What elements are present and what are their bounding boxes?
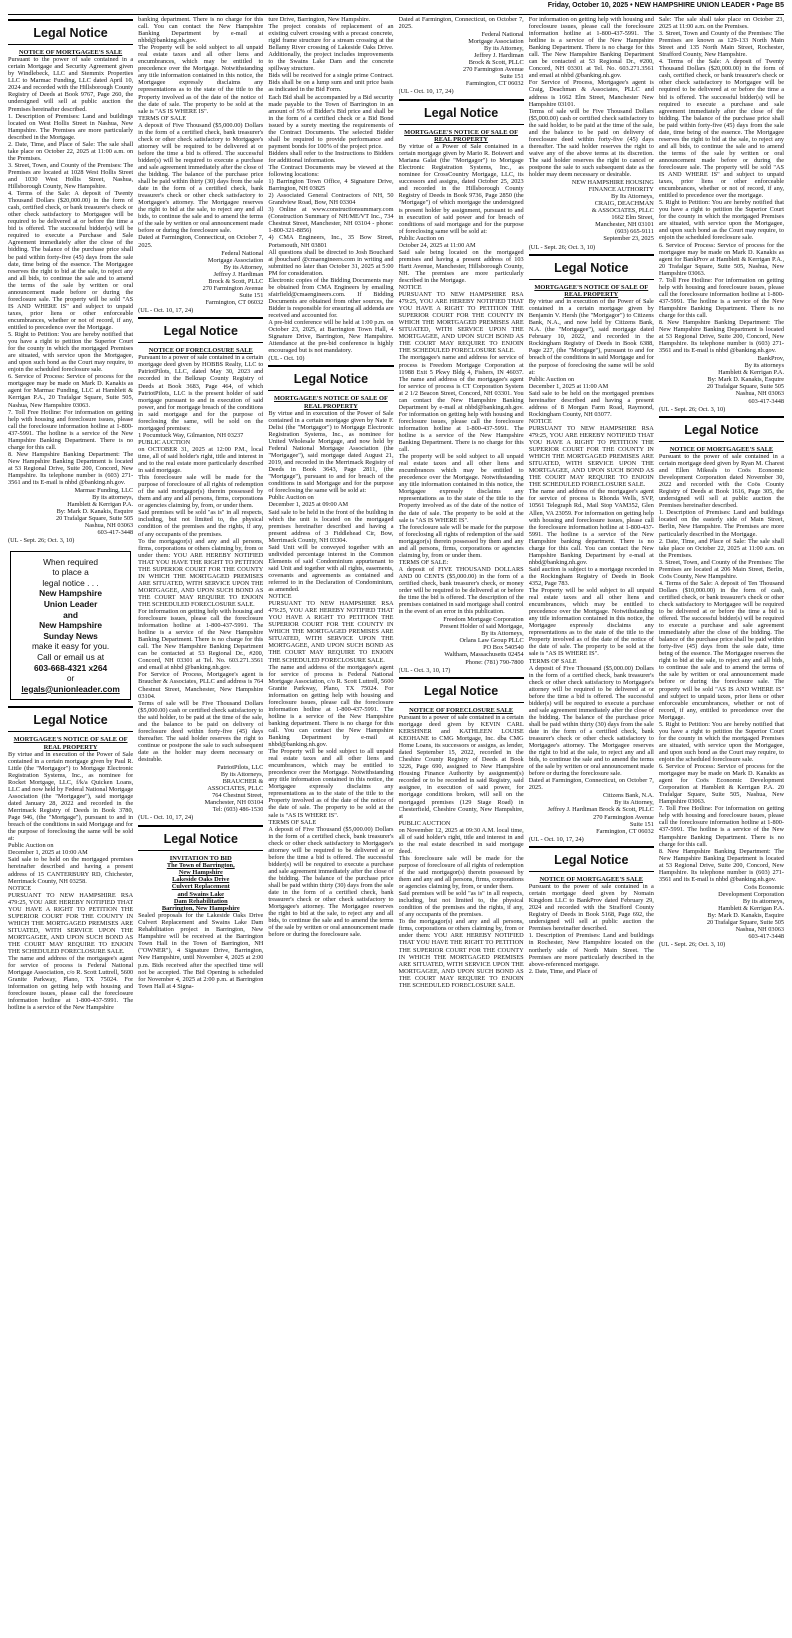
notice-title: INVITATION TO BID The Town of Barrington, New Hampshire Lakeside Oaks Drive Culvert Replacement and Swains Lake Dam Rehabilitation Barrington, New Hampshire bbox=[161, 854, 240, 912]
newspaper-page bbox=[8, 0, 784, 1628]
notice-signature: Coös Economic Development Corporation By its attorneys, Hamblett & Kerrigan P.A. By: Mark D. Kanakis, Esquire 20 Trafalgar Square, Suite 505 Nashua, NH 03063 603-417-3448 bbox=[706, 883, 784, 941]
legal-notice-heading: Legal Notice bbox=[8, 19, 133, 45]
promo-line: to place a bbox=[52, 567, 89, 578]
legal-notice bbox=[529, 254, 654, 843]
legal-notice-heading: Legal Notice bbox=[529, 254, 654, 280]
legal-notice bbox=[138, 825, 263, 990]
promo-line: 603-668-4321 x264 bbox=[34, 662, 108, 673]
legal-notice bbox=[138, 16, 263, 314]
legal-notice bbox=[659, 416, 784, 949]
promo-line: make it easy for you. bbox=[31, 641, 110, 652]
legal-notice-heading: Legal Notice bbox=[529, 846, 654, 872]
legal-notice bbox=[268, 16, 393, 362]
column-5 bbox=[529, 16, 654, 1628]
notice-body: By virtue and in execution of the Power of Sale contained in a certain mortgage given by Benjamin V. Hersh (the "Mortgagor") to Citizens Bank, N.A., and now held by Citizens Bank, N.A. (the "Mortgagee"), said mortgage dated February 10, 2022, and recorded in the Rockingham Registry of Deeds in Book 6388, Page 227, (the "Mortgage"), pursuant to and for breach of the conditions in said Mortgage and for the purpose of foreclosing the same will be sold at: Public Auction on December 1, 2025 at 11:00 AM Said sale to be held on the mortgaged premises hereinafter described and having a present address of 8 Morgan Farm Road, Raymond, Rockingham County, NH 03077. NOTICE PURSUANT TO NEW HAMPSHIRE RSA 479:25, YOU ARE HEREBY NOTIFIED THAT YOU HAVE A RIGHT TO PETITION THE SUPERIOR COURT FOR THE COUNTY IN WHICH THE MORTGAGED PREMISES ARE SITUATED, WITH SERVICE UPON THE MORTGAGEE, AND UPON SUCH BOND AS THE COURT MAY REQUIRE TO ENJOIN THE SCHEDULED FORECLOSURE SALE. The name and address of the mortgagee's agent for service of process is Rhonda Wells, SVP, 10561 Telegraph Rd., Mail Stop VAM352, Glen Allen, VA 23059. For information on getting help with housing and foreclosure issues, please call the foreclosure information hotline at 1-800-437-5991. The hotline is a service of the New Hampshire banking department. There is no charge for this call. You can contact the New Hampshire Banking Department by e-mail at nhbd@banking.nh.gov. Said auction is subject to a mortgage recorded in the Rockingham Registry of Deeds in Book 4352, Page 783. The Property will be sold subject to all unpaid real estate taxes and all other liens and encumbrances, which may be entitled to precedence over the Mortgage. Notwithstanding any title information contained in this notice, the Mortgagee expressly disclaims any representations as to the state of the title to the Property involved as of the date of the notice of the date of sale. The property to be sold at the sale is "AS IS WHERE IS". TERMS OF SALE A deposit of Five Thousand ($5,000.00) Dollars in the form of a certified check, bank treasurer's check or other check satisfactory to Mortgagee's attorney will be required to be delivered at or before the time a bid is offered. The successful bidder(s) will be required to execute a purchase and sale agreement immediately after the close of the bidding. The balance of the purchase price shall be paid within thirty (30) days from the sale date in the form of a certified check, bank treasurer's check or other check satisfactory to Mortgagee's attorney. The Mortgagee reserves the right to bid at the sale, to reject any and all bids, to continue the sale and to amend the terms of the sale by written or oral announcement made before or during the foreclosure sale. Dated at Farmington, Connecticut, on October 7, 2025. bbox=[528, 298, 654, 792]
notice-signature: NEW HAMPSHIRE HOUSING FINANCE AUTHORITY By Its Attorneys, CRAIG, DEACHMAN & ASSOCIATES, PLLC 1662 Elm Street, Manchester, NH 03101 (603) 665-9111 September 23, 2025 bbox=[571, 179, 654, 243]
notice-body: Pursuant to the power of sale contained in a certain mortgage deed given by Ryan M. Charest and Ellen Mikeals to Coös Economic Development Corporation dated November 30, 2022 and recorded with the Coös County Registry of Deeds at Book 1616, Page 305, the undersigned will sell at public auction the Premises hereinafter described. 1. Description of Premises: Land and buildings located on the easterly side of Main Street, Berlin, New Hampshire. The Premises are more particularly described in the Mortgage. 2. Date, Time, and Place of Sale: The sale shall take place on October 22, 2025 at 11:00 a.m. on the Premises. 3. Street, Town, and County of the Premises: The Premises are located at 206 Main Street, Berlin, Coös County, New Hampshire. 4. Terms of the Sale: A deposit of Ten Thousand Dollars ($10,000.00) in the form of cash, certified check, or bank treasurer's check or other check satisfactory to Mortgagee will be required to be delivered at or before the time a bid is offered. The successful bidder(s) will be required to execute a purchase and sale agreement immediately after the close of the bidding. The balance of the purchase price shall be paid within forty-five (45) days from the sale date, time being of the essence. The Mortgagee reserves the right to bid at the sale, to reject any and all bids, to continue the sale and to amend the terms of the sale by written or oral announcement made before or during the foreclosure sale. The property will be sold "AS IS AND WHERE IS" and subject to unpaid taxes, prior liens or other enforceable encumbrances, whether or not of record, if any, entitled to precedence over the Mortgage. 5. Right to Petition: You are hereby notified that you have a right to petition the Superior Court for the county in which the mortgaged Premises are situated, with service upon the Mortgagee, and upon such bond as the Court may require, to enjoin the scheduled foreclosure sale. 6. Service of Process: Service of process for the mortgagee may be made on Mark D. Kanakis as agent for Coös Economic Development Corporation at Hamblett & Kerrigan P.A. 20 Trafalgar Square, Suite 505, Nashua, New Hampshire 03063. 7. Toll Free Hotline: For information on getting help with housing and foreclosure issues, please call the foreclosure information hotline at 1-800-437-5991. The hotline is a service of the New Hampshire Banking Department. There is no charge for this call. 8. New Hampshire Banking Department: The New Hampshire Banking Department is located at 53 Regional Drive, Suite 200, Concord, New Hampshire. Its telephone number is (603) 271-3561 and its E-mail is nhbd @banking.nh.gov. bbox=[658, 452, 784, 883]
publication-dates: (UL - Sept. 26; Oct. 3, 10) bbox=[8, 537, 75, 545]
legal-notice bbox=[399, 99, 524, 674]
publication-dates: (UL - Oct. 3, 10, 17) bbox=[398, 666, 451, 674]
notice-signature: PatriotPilots, LLC By its Attorneys, BRAUCHER & ASSOCIATES, PLLC 764 Chestnut Street, Manchester, NH 03104 Tel: (603) 486-1530 bbox=[204, 764, 264, 814]
legal-notice-heading: Legal Notice bbox=[138, 317, 263, 343]
notice-body: By virtue and in execution of the Power of Sale contained in a certain mortgage given by Paul R. Little (the "Mortgagor") to Mortgage Electronic Registration Systems, Inc., as nominee for Rocket Mortgage, LLC, f/k/a Quicken Loans, LLC and now held by Federal National Mortgage Association (the "Mortgagee"), said mortgage dated January 28, 2022 and recorded in the Merrimack Registry of Deeds in Book 3780, Page 946, (the "Mortgage"), pursuant to and in breach of the conditions in said Mortgage and for the purpose of foreclosing the same will be sold at: Public Auction on December 1, 2025 at 10:00 AM Said sale to be held on the mortgaged premises hereinafter described and having a present address of 15 CANTERBURY RD, Chichester, Merrimack County, NH 03258. NOTICE PURSUANT TO NEW HAMPSHIRE RSA 479:25, YOU ARE HEREBY NOTIFIED THAT YOU HAVE A RIGHT TO PETITION THE SUPERIOR COURT FOR THE COUNTY IN WHICH THE MORTGAGED PREMISES ARE SITUATED, WITH SERVICE UPON THE MORTGAGEE, AND UPON SUCH BOND AS THE COURT MAY REQUIRE TO ENJOIN THE SCHEDULED FORECLOSURE SALE. The name and address of the mortgagee's agent for service of process is Federal National Mortgage Association, c/o R. Scott Luttrell, 5600 Granite Parkway, Plano, TX 75024. For information on getting help with housing and foreclosure issues, please call the foreclosure information hotline at 1-800-437-5991. The hotline is a service of the New Hampshire bbox=[8, 750, 134, 1012]
publication-dates: (UL - Sept. 26; Oct. 3, 10) bbox=[528, 243, 596, 251]
notice-title: MORTGAGEE'S NOTICE OF SALE OF REAL PROPERTY bbox=[273, 395, 388, 410]
legal-notice-heading: Legal Notice bbox=[399, 677, 524, 703]
promo-line: Union Leader bbox=[43, 598, 98, 609]
promo-line: New Hampshire bbox=[39, 588, 102, 599]
notice-signature: Marmac Funding, LLC By its attorneys, Hamblett & Kerrigan P.A. By: Mark D. Kanakis, Esquire 20 Trafalgar Square, Suite 505 Nashua, NH 03063 603-417-3448 bbox=[56, 487, 134, 537]
legal-notice-heading: Legal Notice bbox=[8, 706, 133, 732]
legal-notice bbox=[8, 19, 133, 545]
notice-body: Dated at Farmington, Connecticut, on October 7, 2025. bbox=[398, 16, 524, 31]
notice-title: MORTGAGEE'S NOTICE OF SALE OF REAL PROPERTY bbox=[534, 283, 649, 298]
notice-title: NOTICE OF FORECLOSURE SALE bbox=[409, 706, 514, 714]
notice-signature: Federal National Mortgage Association By its Attorney, Jeffrey J. Hardiman Brock & Scott, PLLC 270 Farmington Avenue Suite 151 Farmington, CT 06032 bbox=[462, 31, 524, 88]
publication-dates: (UL - Sept. 26; Oct. 3, 10) bbox=[658, 405, 726, 413]
notice-body: Sealed proposals for the Lakeside Oaks Drive Culvert Replacement and Swains Lake Dam Rehabilitation project in Barrington, New Hampshire will be received at the Barrington Town Hall in the Town of Barrington, NH ("OWNER"), 4 Signature Drive, Barrington, New Hampshire, until November 4, 2025 at 2:00 p.m. Bids received after the specified time will not be accepted. The Bid Opening is scheduled for November 4, 2025 at 2:00 p.m. at Barrington Town Hall at 4 Signa- bbox=[138, 912, 264, 990]
column-1 bbox=[8, 16, 133, 1628]
notice-title: NOTICE OF MORTGAGEE'S SALE bbox=[539, 875, 643, 883]
promo-line: legal notice . . . bbox=[42, 577, 99, 588]
notice-body: By virtue of a Power of Sale contained in a certain mortgage given by Mario R. Boisvert and Mariana Galat (the "Mortgagor") to Mortgage Electronic Registration Systems, Inc., as nominee for CrossCountry Mortgage, LLC, its successors and assigns, dated October 25, 2023 and recorded in the Hillsborough County Registry of Deeds in Book 9736, Page 2850 (the "Mortgage") of which mortgage the undersigned is present holder by assignment, pursuant to and in execution of said power and for breach of conditions of said mortgage and for the purpose of foreclosing same will be sold at: Public Auction on October 24, 2025 at 11:00 AM Said sale being located on the mortgaged premises and having a present address of 103 Hartt Avenue, Manchester, Hillsborough County, NH. The premises are more particularly described in the Mortgage. NOTICE PURSUANT TO NEW HAMPSHIRE RSA 479:25, YOU ARE HEREBY NOTIFIED THAT YOU HAVE A RIGHT TO PETITION THE SUPERIOR COURT FOR THE COUNTY IN WHICH THE MORTGAGED PREMISES ARE SITUATED, WITH SERVICE UPON THE MORTGAGEE, AND UPON SUCH BOND AS THE COURT MAY REQUIRE TO ENJOIN THE SCHEDULED FORECLOSURE SALE. The mortgagee's name and address for service of process is Freedom Mortgage Corporation at 11988 Exit 5 Pkwy Bldg 4, Fishers, IN 46037. The name and address of the mortgagee's agent for service of process is CT Corporation System at 2 1/2 Beacon Street, Concord, NH 03301. You can contact the New Hampshire Banking Department by e-mail at nhbd@banking.nh.gov. For information on getting help with housing and foreclosure issues, please call the foreclosure information hotline at 1-800-437-5991. The hotline is a service of the New Hampshire Banking Department. There is no charge for this call. The property will be sold subject to all unpaid real estate taxes and all other liens and encumbrances which may be entitled to precedence over the Mortgage. Notwithstanding any title information contained in this notice, the Mortgagee expressly disclaims any representations as to the state of the title to the Property involved as of the date of the notice of the date of sale. The property to be sold at the sale is "AS IS WHERE IS". The foreclosure sale will be made for the purpose of foreclosing all rights of redemption of the said mortgagor(s) therein possessed by them and any and all persons, firms, corporations or agencies claiming by, from or under them. TERMS OF SALE: A deposit of FIVE THOUSAND DOLLARS AND 00 CENTS ($5,000.00) in the form of a certified check, bank treasurer's check, or money order will be required to be delivered at or before the time the bid is offered. The description of the premises contained in said mortgage shall control in the event of an error in this publication. bbox=[398, 143, 524, 616]
legal-notice bbox=[659, 16, 784, 413]
notice-signature: BankProv, By its attorneys Hamblett & Kerrigan P.A. By: Mark D. Kanakis, Esquire 20 Trafalgar Square, Suite 505 Nashua, NH 03063 603-417-3448 bbox=[706, 355, 784, 405]
notice-title: MORTGAGEE'S NOTICE OF SALE OF REAL PROPERTY bbox=[13, 736, 128, 751]
legal-notice-heading: Legal Notice bbox=[268, 365, 393, 391]
legal-notice bbox=[529, 846, 654, 975]
legal-notice bbox=[529, 16, 654, 251]
publication-dates: (UL - Oct. 10, 17, 24) bbox=[138, 306, 194, 314]
publication-dates: (UL - Oct. 10, 17, 24) bbox=[138, 814, 194, 822]
notice-body: Sale: The sale shall take place on October 23, 2025 at 11:00 a.m. on the Premises. 3. Street, Town and County of the Premises: The Premises are known as 129-133 North Main Street and 135 North Main Street, Rochester, Strafford County, New Hampshire. 4. Terms of the Sale: A deposit of Twenty Thousand Dollars ($20,000.00) in the form of cash, certified check, or bank treasurer's check or other check satisfactory to Mortgagee will be required to be delivered at or before the time a bid is offered. The successful bidder(s) will be required to execute a purchase and sale agreement immediately after the close of the bidding. The balance of the purchase price shall be paid within forty-five (45) days from the sale date, time being of the essence. The Mortgagee reserves the right to bid at the sale, to reject any and all bids, to continue the sale and to amend the terms of the sale by written or oral announcement made before or during the foreclosure sale. The property will be sold "AS IS AND WHERE IS" and subject to unpaid taxes, prior liens or other enforceable encumbrances, whether or not of record, if any, entitled to precedence over the mortgage. 5. Right to Petition: You are hereby notified that you have a right to petition the Superior Court for the county in which the mortgaged Premises are situated, with service upon the Mortgagee, and upon such bond as the Court may require, to enjoin the scheduled foreclosure sale. 6. Service of Process: Service of process for the mortgagee may be made on Mark D. Kanakis as agent for BankProv at Hamblett & Kerrigan P.A., 20 Trafalgar Square, Suite 505, Nashua, New Hampshire 03063. 7. Toll Free Hotline: For information on getting help with housing and foreclosure issues, please call the foreclosure information hotline at 1-800-437-5991. The hotline is a service of the New Hampshire Banking Department. There is no charge for this call. 8. New Hampshire Banking Department: The New Hampshire Banking Department is located at 53 Regional Drive, Suite 200, Concord, New Hampshire. Its telephone number is (603) 271-3561 and its E-mail is nhbd @banking.nh.gov. bbox=[658, 16, 784, 355]
promo-line: and bbox=[63, 609, 79, 620]
promo-line: Sunday News bbox=[43, 630, 98, 641]
publication-dates: (UL - Oct. 10) bbox=[268, 355, 305, 363]
page-header: Friday, October 10, 2025 • NEW HAMPSHIRE UNION LEADER • Page B5 bbox=[8, 0, 784, 15]
legal-notice bbox=[268, 365, 393, 938]
notice-title: MORTGAGEE'S NOTICE OF SALE OF REAL PROPERTY bbox=[404, 128, 519, 143]
column-2 bbox=[138, 16, 263, 1628]
promo-line: Call or email us at bbox=[37, 651, 105, 662]
notice-columns bbox=[8, 16, 784, 1628]
promo-line: New Hampshire bbox=[39, 620, 102, 631]
notice-body: For information on getting help with housing and foreclosure issues, please call the foreclosure information hotline at 1-800-437-5991. The hotline is a service of the New Hampshire Banking Department. There is no charge for this call. The New Hampshire Banking Department can be contacted at 53 Regional Dr., #200, Concord, NH 03301 at Tel. No. 603.271.3561 and email at nhbd @banking.nh.gov. For Service of Process, Mortgagee's agent is Craig, Deachman & Associates, PLLC and address is 1662 Elm Street, Manchester New Hampshire 03101. Terms of sale will be Five Thousand Dollars ($5,000.00) cash or certified check satisfactory to the said holder, to be paid at the time of the sale, and the balance to be paid on delivery of foreclosure deed within forty-five (45) days thereafter. The said holder reserves the right to waive any of the above terms at its discretion. The said holder reserves the right to cancel or postpone the sale to such subsequent date as the holder may deem necessary or desirable. bbox=[528, 16, 654, 179]
notice-title: NOTICE OF MORTGAGEE'S SALE bbox=[669, 445, 774, 453]
notice-body: ture Drive, Barrington, New Hampshire. The project consists of replacement of an existing culvert crossing with a precast concrete, rigid frame structure for a stream crossing at the Bellamy River crossing of Lakeside Oaks Drive. Additionally, the project includes improvements to the Swains Lake Dam and the concrete spillway structure. Bids will be received for a single prime Contract. Bids shall be on a lump sum and unit price basis as indicated in the Bid Form. Each Bid shall be accompanied by a Bid security made payable to the Town of Barrington in an amount of 5% of Bidder's Bid price and shall be in the form of a certified check or a Bid Bond issued by a surety meeting the requirements of the Contract Documents. The selected Bidder shall be required to provide performance and payment bonds for 100% of the project price. Bidders shall refer to the Instructions to Bidders for additional information. The Contract Documents may be viewed at the following locations: 1) Barrington Town Office, 4 Signature Drive, Barrington, NH 03825 2) Associated General Contractors of NH, 50 Grandview Road, Bow, NH 03304 3) Online at www.constructionsummary.com (Construction Summary of NH/ME/VT Inc., 734 Chestnut Street, Manchester, NH 03104 - phone: 1-800-321-8856) 4) CMA Engineers, Inc., 35 Bow Street, Portsmouth, NH 03801 All questions shall be directed to Josh Bouchard at jbouchard @cmaengineers.com in writing and submitted no later than October 31, 2025 at 5:00 PM for consideration. Electronic copies of the Bidding Documents may be obtained from CMA Engineers by emailing sfairfield@cmaengineers.com. If Bidding Documents are obtained from other sources, the Bidder is responsible for ensuring all addenda are received and accounted for. A pre-bid conference will be held at 1:00 p.m. on October 23, 2025, at Barrington Town Hall, 4 Signature Drive, Barrington, New Hampshire. Attendance at the pre-bid conference is highly encouraged but is not mandatory. bbox=[268, 16, 394, 355]
notice-body: Pursuant to a power of sale contained in a certain mortgage deed given by HOBBS Realty, LLC to PatriotPilots, LLC, dated May 30, 2023 and recorded in the Belknap County Registry of Deeds at Book 3683, Page 464, of which PatriotPilots, LLC is the present holder of said mortgage pursuant to and in execution of said power, and for mortgage breach of the conditions in said mortgage and for the purpose of foreclosing the same, will be sold on the mortgaged premises: 1 Pocumtuck Way, Gilmanton, NH 03237 PUBLIC AUCTION on OCTOBER 31, 2025 at 12:00 P.M., local time, all of said holder's right, title and interest in and to the real estate more particularly described in said mortgage. This foreclosure sale will be made for the purpose of foreclosure of all rights of redemption of the said mortgagor(s) therein possessed by them and any and all persons, firms, corporations or agencies claiming by, from, or under them. Said premises will be sold "as is" in all respects, including, but not limited to, the physical condition of the premises and the rights, if any, of any occupants of the premises. To the mortgagor(s) and any and all persons, firms, corporations or others claiming by, from or under them: YOU ARE HEREBY NOTIFIED THAT YOU HAVE THE RIGHT TO PETITION THE SUPERIOR COURT FOR THE COUNTY IN WHICH THE MORTGAGED PREMISES ARE SITUATED, WITH SERVICE UPON THE MORTGAGEE, AND UPON SUCH BOND AS THE COURT MAY REQUIRE TO ENJOIN THE SCHEDULED FORECLOSURE SALE. For information on getting help with housing and foreclosure issues, please call the foreclosure information hotline at 1-800-437-5991. The hotline is a service of the New Hampshire Banking Department. There is no charge for this call. The New Hampshire Banking Department can be contacted at 53 Regional Dr., #200, Concord, NH 03301 at Tel. No. 603.271.3561 and email at nhbd @banking.nh.gov. For Service of Process, Mortgagee's agent is Braucher & Associates, PLLC and address is 764 Chestnut Street, Manchester, New Hampshire 03104. Terms of sale will be Five Thousand Dollars ($5,000.00) cash or certified check satisfactory to the said holder, to be paid at the time of the sale, and the balance to be paid on delivery of foreclosure deed within forty-five (45) days thereafter. The said holder reserves the right to continue or postpone the sale to such subsequent date as the holder may deem necessary or desirable. bbox=[138, 354, 264, 763]
promo-line: or bbox=[66, 673, 75, 684]
notice-title: NOTICE OF MORTGAGEE'S SALE bbox=[18, 49, 123, 56]
notice-body: Pursuant to a power of sale contained in a certain mortgage deed given by KEVIN CARL KERSHNER and KATHLEEN LOUISE KEOHANE to CMG Mortgage, Inc. dba CMG Home Loans, its successors or assigns, as lender, dated September 15, 2022, recorded in the Cheshire County Registry of Deeds at Book 3226, Page 690, assigned to New Hampshire Housing Finance Authority by assignment(s) recorded or to be recorded in said Registry, said assignee, in execution of said power, for mortgage conditions broken, will sell on the mortgaged premises (129 Stage Road) in Chesterfield, Cheshire County, New Hampshire, at PUBLIC AUCTION on November 12, 2025 at 09:30 A.M. local time, all of said holder's right, title and interest in and to the real estate described in said mortgage deed. This foreclosure sale will be made for the purpose of foreclosure of all rights of redemption of the said mortgagor(s) therein possessed by them and any and all persons, firms, corporations or agencies claiming by, from, or under them. Said premises will be sold "as is" in all respects, including, but not limited to, the physical condition of the premises and the rights, if any, of any occupants of the premises. To the mortgagor(s) and any and all persons, firms, corporations or others claiming by, from or under them: YOU ARE HEREBY NOTIFIED THAT YOU HAVE THE RIGHT TO PETITION THE SUPERIOR COURT FOR THE COUNTY IN WHICH THE MORTGAGED PREMISES ARE SITUATED, WITH SERVICE UPON THE MORTGAGEE, AND UPON SUCH BOND AS THE COURT MAY REQUIRE TO ENJOIN THE SCHEDULED FORECLOSURE SALE. bbox=[398, 713, 524, 989]
notice-body: Pursuant to the power of sale contained in a certain Mortgage and Security Agreement given by Windlebeck, LLC and Stemmix Properties LLC to Marmac Funding, LLC dated April 10, 2024 and recorded with the Hillsborough County Registry of Deeds at Book 9767, Page 260, the undersigned will sell at public auction the Premises hereinafter described. 1. Description of Premises: Land and buildings located on West Hollis Street in Nashua, New Hampshire. The Premises are more particularly described in the Mortgage. 2. Date, Time, and Place of Sale: The sale shall take place on October 22, 2025 at 11:00 a.m. on the Premises. 3. Street, Town, and County of the Premises: The Premises are located at 1028 West Hollis Street and 1030 West Hollis Street, Nashua, Hillsborough County, New Hampshire. 4. Terms of the Sale: A deposit of Twenty Thousand Dollars ($20,000.00) in the form of cash, certified check, or bank treasurer's check or other check satisfactory to Mortgagee will be required to be delivered at or before the time a bid is offered. The successful bidder(s) will be required to execute a Purchase and Sale Agreement immediately after the close of the bidding. The balance of the purchase price shall be paid within forty-five (45) days from the sale date, time being of the essence. The Mortgagee reserves the right to bid at the sale, to reject any and all bids, to continue the sale and to amend the terms of the sale by written or oral announcement made before or during the foreclosure sale. The property will be sold "AS IS AND WHERE IS" and subject to unpaid taxes, prior liens or other enforceable encumbrances, whether or not of record, if any, entitled to precedence over the Mortgage. 5. Right to Petition: You are hereby notified that you have a right to petition the Superior Court for the county in which the mortgaged Premises are situated, with service upon the Mortgagee, and upon such bond as the Court may require, to enjoin the scheduled foreclosure sale. 6. Service of Process: Service of process for the mortgagee may be made on Mark D. Kanakis as agent for Marmac Funding, LLC at Hamblett & Kerrigan P.A., 20 Trafalgar Square, Suite 505, Nashua, New Hampshire 03063. 7. Toll Free Hotline: For information on getting help with housing and foreclosure issues, please call the foreclosure information hotline at 1-800-437-5991. The hotline is a service of the New Hampshire Banking Department. There is no charge for this call. 8. New Hampshire Banking Department: The New Hampshire Banking Department is located at 53 Regional Drive, Suite 200, Concord, New Hampshire. Its telephone number is (603) 271-3561 and its E-mail is nhbd @banking.nh.gov. bbox=[8, 56, 134, 487]
notice-signature: Freedom Mortgage Corporation Present Holder of said Mortgage, By its Attorneys, Orlans Law Group PLLC PO Box 540540 Waltham, Massachusetts 02454 Phone: (781) 790-7800 bbox=[439, 616, 524, 666]
publication-dates: (UL - Oct. 10, 17, 24) bbox=[398, 88, 454, 96]
legal-notice bbox=[138, 317, 263, 821]
notice-title: NOTICE OF FORECLOSURE SALE bbox=[148, 347, 253, 355]
promo-line: When required bbox=[43, 556, 99, 567]
legal-notice-heading: Legal Notice bbox=[399, 99, 524, 125]
publication-dates: (UL - Oct. 10, 17, 24) bbox=[528, 835, 584, 843]
notice-signature: Citizens Bank, N.A. By its Attorney, Jeffrey J. Hardiman Brock & Scott, PLLC 270 Farmington Avenue Suite 151 Farmington, CT 06032 bbox=[547, 792, 654, 835]
legal-notice-heading: Legal Notice bbox=[659, 416, 784, 442]
legal-notice bbox=[399, 677, 524, 989]
notice-body: banking department. There is no charge for this call. You can contact the New Hampshire Banking Department by e-mail at nhbd@banking.nh.gov. The Property will be sold subject to all unpaid real estate taxes and all other liens and encumbrances, which may be entitled to precedence over the Mortgage. Notwithstanding any title information contained in this notice, the Mortgagee expressly disclaims any representations as to the state of the title to the Property involved as of the date of the notice of the date of sale. The property to be sold at the sale is "AS IS WHERE IS". TERMS OF SALE A deposit of Five Thousand ($5,000.00) Dollars in the form of a certified check, bank treasurer's check or other check satisfactory to Mortgagee's attorney will be required to be delivered at or before the time a bid is offered. The successful bidder(s) will be required to execute a purchase and sale agreement immediately after the close of the bidding. The balance of the purchase price shall be paid within thirty (30) days from the sale date in the form of a certified check, bank treasurer's check or other check satisfactory to Mortgagee's attorney. The Mortgagee reserves the right to bid at the sale, to reject any and all bids, to continue the sale and to amend the terms of the sale by written or oral announcement made before or during the foreclosure sale. Dated at Farmington, Connecticut, on October 7, 2025. bbox=[138, 16, 264, 249]
legal-notice-heading: Legal Notice bbox=[138, 825, 263, 851]
publication-dates: (UL - Sept. 26; Oct. 3, 10) bbox=[658, 941, 726, 949]
column-6 bbox=[659, 16, 784, 1628]
column-3 bbox=[268, 16, 393, 1628]
notice-body: Pursuant to the power of sale contained in a certain mortgage deed given by Nomain Kingdom LLC to BankProv dated February 29, 2024 and recorded with the Strafford County Registry of Deeds in Book 5168, Page 692, the undersigned will sell at public auction the Premises hereinafter described. 1. Description of Premises: Land and buildings in Rochester, New Hampshire located on the northerly side of North Main Street. The Premises are more particularly described in the above-referenced mortgage. 2. Date, Time, and Place of bbox=[528, 883, 654, 975]
promo-email-link[interactable]: legals@unionleader.com bbox=[21, 683, 120, 694]
legal-notice bbox=[399, 16, 524, 96]
legal-ad-promo-box bbox=[10, 551, 131, 701]
legal-notice bbox=[8, 706, 133, 1011]
column-4 bbox=[399, 16, 524, 1628]
notice-body: By virtue and in execution of the Power of Sale contained in a certain mortgage given by Nate F. Delisi (the "Mortgagor") to Mortgage Electronic Registration Systems, Inc., as nominee for United Wholesale Mortgage, and now held by Federal National Mortgage Association (the "Mortgagee"), said mortgage dated August 21, 2019, and recorded in the Merrimack Registry of Deeds in Book 3643, Page 2811, (the "Mortgage"), pursuant to and for breach of the conditions in said Mortgage and for the purpose of foreclosing the same will be sold at: Public Auction on December 1, 2025 at 09:00 AM Said sale to be held in the front of the building in which the unit is located on the mortgaged premises hereinafter described and having a present address of 3 Fiddlehead Cir, Bow, Merrimack County, NH 03304. Said Unit will be conveyed together with an undivided percentage interest in the Common Elements of said Condominium appurtenant to said Unit and together with all rights, easements, covenants and agreements as contained and referred to in the Declaration of Condominium, as amended. NOTICE PURSUANT TO NEW HAMPSHIRE RSA 479:25, YOU ARE HEREBY NOTIFIED THAT YOU HAVE A RIGHT TO PETITION THE SUPERIOR COURT FOR THE COUNTY IN WHICH THE MORTGAGED PREMISES ARE SITUATED, WITH SERVICE UPON THE MORTGAGEE, AND UPON SUCH BOND AS THE COURT MAY REQUIRE TO ENJOIN THE SCHEDULED FORECLOSURE SALE. The name and address of the mortgagee's agent for service of process is Federal National Mortgage Association, c/o R. Scott Luttrell, 5600 Granite Parkway, Plano, TX 75024. For information on getting help with housing and foreclosure issues, please call the foreclosure information hotline at 1-800-437-5991. The hotline is a service of the New Hampshire banking department. There is no charge for this call. You can contact the New Hampshire Banking Department by e-mail at nhbd@banking.nh.gov. The Property will be sold subject to all unpaid real estate taxes and all other liens and encumbrances, which may be entitled to precedence over the Mortgage. Notwithstanding any title information contained in this notice, the Mortgagee expressly disclaims any representations as to the state of the title to the Property involved as of the date of the notice of the date of sale. The property to be sold at the sale is "AS IS WHERE IS". TERMS OF SALE A deposit of Five Thousand ($5,000.00) Dollars in the form of a certified check, bank treasurer's check or other check satisfactory to Mortgagee's attorney will be required to be delivered at or before the time a bid is offered. The successful bidder(s) will be required to execute a purchase and sale agreement immediately after the close of the bidding. The balance of the purchase price shall be paid within thirty (30) days from the sale date in the form of a certified check, bank treasurer's check or other check satisfactory to Mortgagee's attorney. The Mortgagee reserves the right to bid at the sale, to reject any and all bids, to continue the sale and to amend the terms of the sale by written or oral announcement made before or during the foreclosure sale. bbox=[268, 409, 394, 939]
notice-signature: Federal National Mortgage Association By its Attorney, Jeffrey J. Hardiman Brock & Scott, PLLC 270 Farmington Avenue Suite 151 Farmington, CT 06032 bbox=[202, 249, 264, 306]
